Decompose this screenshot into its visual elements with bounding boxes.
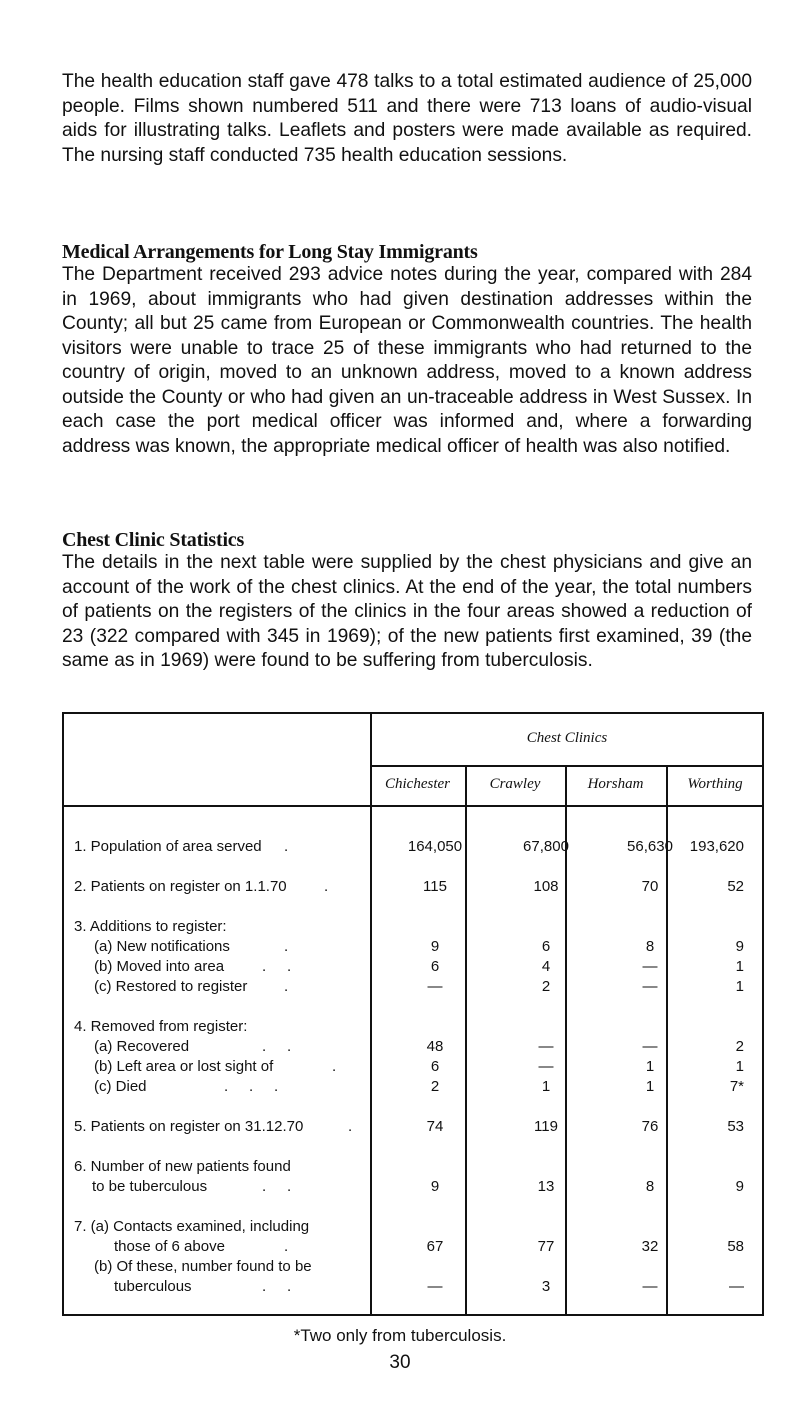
cell-horsham: 1 [645, 1078, 655, 1095]
leader-dots: . [332, 1058, 337, 1075]
cell-chichester: 6 [430, 1058, 440, 1075]
cell-crawley: 2 [541, 978, 551, 995]
leader-dots: . [284, 978, 289, 995]
row-label: 4. Removed from register: [74, 1018, 248, 1035]
table-divider [64, 805, 764, 807]
column-header-crawley: Crawley [489, 776, 541, 792]
leader-dots: . [324, 878, 329, 895]
cell-chichester: 115 [423, 878, 447, 895]
row-label: 3. Additions to register: [74, 918, 227, 935]
cell-horsham: — [642, 978, 658, 995]
row-label: (b) Of these, number found to be [94, 1258, 312, 1275]
cell-crawley: 13 [537, 1178, 555, 1195]
row-label: 7. (a) Contacts examined, including [74, 1218, 310, 1235]
cell-worthing: 9 [735, 1178, 744, 1195]
chest-clinic-heading: Chest Clinic Statistics [62, 529, 245, 551]
page-number: 30 [389, 1352, 411, 1373]
leader-dots: . . . [224, 1078, 279, 1095]
immigrants-heading: Medical Arrangements for Long Stay Immigrants [62, 241, 478, 263]
cell-chichester: 74 [426, 1118, 444, 1135]
cell-chichester: 67 [426, 1238, 444, 1255]
cell-chichester: 6 [430, 958, 440, 975]
health-education-paragraph: The health education staff gave 478 talks to a total estimated audience of 25,000 people. Films shown numbered 511 and there were 713 loans of audio-visual aids for illustrating talks. Leaflets and posters were made available as required. The nursing staff conducted 735 health education sessions. [62, 71, 752, 166]
cell-crawley: 119 [534, 1118, 558, 1135]
cell-chichester: — [427, 1278, 443, 1295]
cell-crawley: 3 [541, 1278, 551, 1295]
cell-worthing: 1 [735, 958, 744, 975]
column-header-worthing: Worthing [687, 776, 743, 792]
cell-crawley: 4 [541, 958, 551, 975]
cell-worthing: 1 [735, 1058, 744, 1075]
cell-chichester: — [427, 978, 443, 995]
column-header-horsham: Horsham [587, 776, 644, 792]
cell-worthing: 52 [727, 878, 744, 895]
row-label: (a) Recovered [94, 1038, 190, 1055]
table-footnote: *Two only from tuberculosis. [293, 1326, 507, 1345]
cell-horsham: 70 [641, 878, 659, 895]
row-label: 5. Patients on register on 31.12.70 [74, 1118, 304, 1135]
row-label: (b) Left area or lost sight of [94, 1058, 274, 1075]
leader-dots: . [284, 1238, 289, 1255]
chest-clinic-paragraph: The details in the next table were supplied by the chest physicians and give an account of the work of the chest clinics. At the end of the year, the total numbers of patients on the registers of the clinics in the four areas showed a reduction of 23 (322 compared with 345 in 1969); of the new patients first examined, 39 (the same as in 1969) were found to be suffering from tuberculosis. [62, 552, 752, 671]
row-label: tuberculous [114, 1278, 192, 1295]
cell-worthing: 1 [735, 978, 744, 995]
leader-dots: . . [262, 958, 292, 975]
immigrants-paragraph: The Department received 293 advice notes during the year, compared with 284 in 1969, about immigrants who had given destination addresses within the County; all but 25 came from European or Commonwealth countries. The health visitors were unable to trace 25 of these immigrants who had returned to the country of origin, moved to an unknown address, moved to a known address outside the County or who had given an un-traceable address in West Sussex. In each case the port medical officer was informed and, where a forwarding address was known, the appropriate medical officer of health was also notified. [62, 264, 752, 457]
cell-crawley: 108 [533, 878, 559, 895]
cell-chichester: 9 [430, 1178, 440, 1195]
table-divider [370, 714, 372, 1314]
cell-chichester: 2 [430, 1078, 440, 1095]
leader-dots: . [284, 938, 289, 955]
cell-crawley: 6 [541, 938, 551, 955]
cell-worthing: 2 [735, 1038, 744, 1055]
cell-crawley: 1 [541, 1078, 551, 1095]
cell-horsham: 8 [645, 1178, 655, 1195]
leader-dots: . . [262, 1038, 292, 1055]
row-label: (c) Died [94, 1078, 147, 1095]
cell-worthing: 53 [727, 1118, 744, 1135]
cell-worthing: — [729, 1278, 744, 1295]
cell-horsham: 32 [641, 1238, 659, 1255]
cell-horsham: 56,630 [627, 838, 673, 855]
leader-dots: . [348, 1118, 353, 1135]
row-label: those of 6 above [114, 1238, 225, 1255]
cell-crawley: 77 [537, 1238, 555, 1255]
cell-horsham: — [642, 958, 658, 975]
cell-horsham: — [642, 1038, 658, 1055]
leader-dots: . . [262, 1178, 292, 1195]
row-label: 2. Patients on register on 1.1.70 [74, 878, 287, 895]
row-label: to be tuberculous [92, 1178, 208, 1195]
cell-chichester: 48 [426, 1038, 444, 1055]
chest-clinic-table [62, 712, 764, 1316]
leader-dots: . [284, 838, 289, 855]
cell-worthing: 9 [735, 938, 744, 955]
cell-horsham: 8 [645, 938, 655, 955]
cell-crawley: 67,800 [523, 838, 569, 855]
row-label: (b) Moved into area [94, 958, 225, 975]
cell-crawley: — [538, 1038, 554, 1055]
table-divider [370, 765, 764, 767]
cell-worthing: 58 [727, 1238, 744, 1255]
cell-horsham: 76 [641, 1118, 659, 1135]
leader-dots: . . [262, 1278, 292, 1295]
cell-crawley: — [538, 1058, 554, 1075]
cell-worthing: 193,620 [689, 838, 744, 855]
row-label: (a) New notifications [94, 938, 230, 955]
column-header-chichester: Chichester [385, 776, 450, 792]
group-header: Chest Clinics [526, 730, 608, 746]
row-label: (c) Restored to register [94, 978, 248, 995]
cell-chichester: 164,050 [407, 838, 463, 855]
cell-horsham: — [642, 1278, 658, 1295]
row-label: 6. Number of new patients found [74, 1158, 291, 1175]
row-label: 1. Population of area served [74, 838, 262, 855]
cell-horsham: 1 [645, 1058, 655, 1075]
cell-chichester: 9 [430, 938, 440, 955]
cell-worthing: 7* [729, 1078, 744, 1095]
